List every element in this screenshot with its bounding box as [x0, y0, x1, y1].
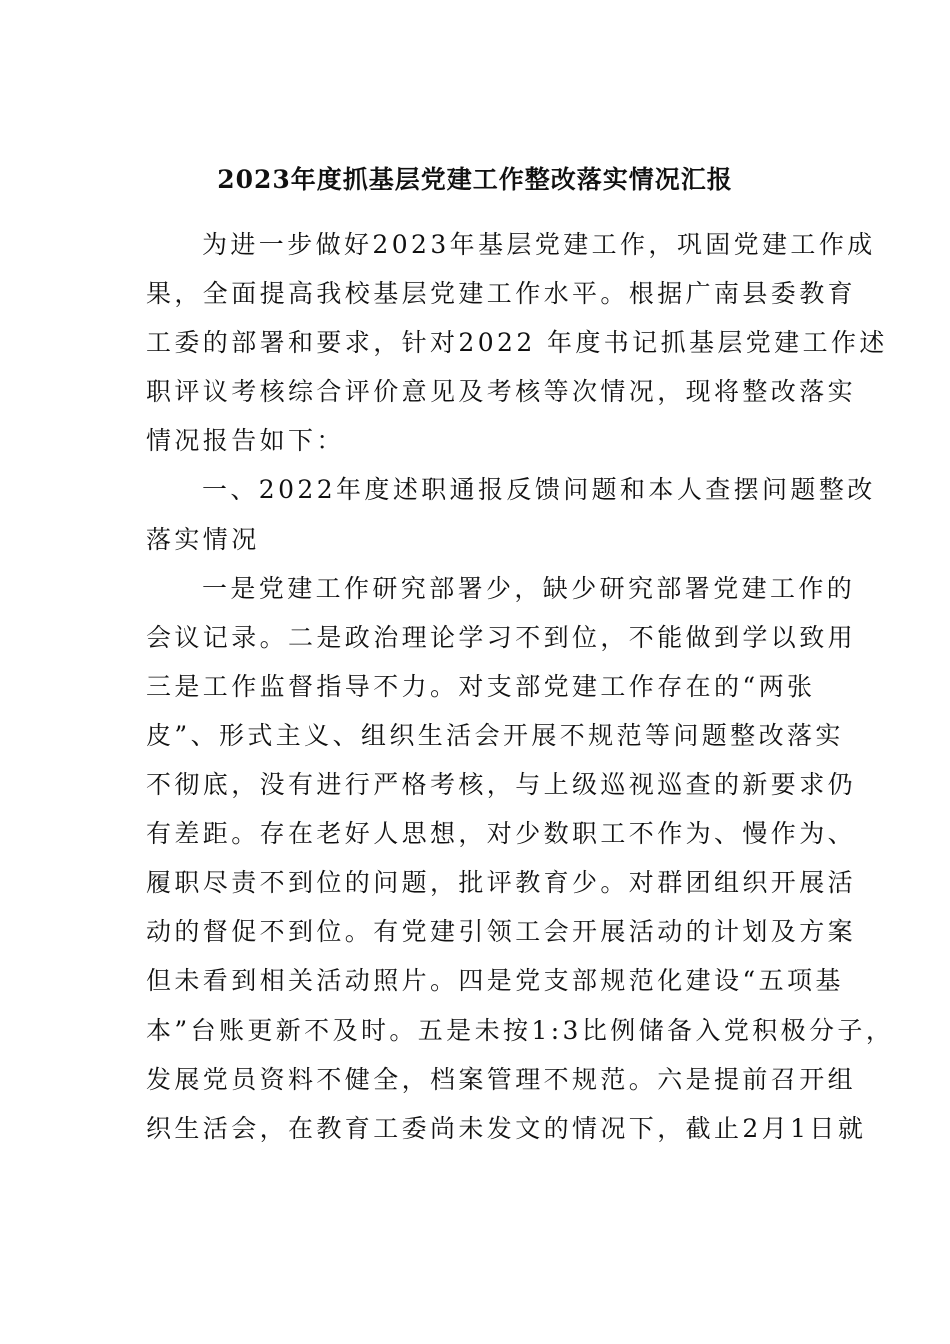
text-line: 但未看到相关活动照片。四是党支部规范化建设“五项基 — [146, 966, 844, 996]
text-line: 本”台账更新不及时。五是未按1:3比例储备入党积极分子， — [146, 1015, 895, 1045]
text-line: 一是党建工作研究部署少，缺少研究部署党建工作的 — [202, 573, 856, 603]
paragraph-section-heading — [146, 465, 876, 563]
text-line: 三是工作监督指导不力。对支部党建工作存在的“两张 — [146, 671, 816, 701]
text-line: 不彻底，没有进行严格考核，与上级巡视巡查的新要求仍 — [146, 770, 857, 800]
text-line: 情况报告如下： — [146, 426, 345, 456]
text-line: 皮”、形式主义、组织生活会开展不规范等问题整改落实 — [146, 720, 844, 750]
document-body — [146, 220, 895, 1153]
text-line: 一、2022年度述职通报反馈问题和本人查摆问题整改 — [202, 475, 876, 505]
text-line: 发展党员资料不健全，档案管理不规范。六是提前召开组 — [146, 1064, 857, 1094]
text-line: 工委的部署和要求，针对2022 年度书记抓基层党建工作述 — [146, 328, 888, 358]
text-line: 职评议考核综合评价意见及考核等次情况，现将整改落实 — [146, 377, 857, 407]
text-line: 会议记录。二是政治理论学习不到位，不能做到学以致用 — [146, 622, 857, 652]
text-line: 有差距。存在老好人思想，对少数职工不作为、慢作为、 — [146, 819, 857, 849]
text-line: 履职尽责不到位的问题，批评教育少。对群团组织开展活 — [146, 868, 857, 898]
paragraph-intro — [146, 220, 888, 465]
document-title: 2023年度抓基层党建工作整改落实情况汇报 — [217, 165, 733, 194]
paragraph-problems — [146, 564, 895, 1153]
text-line: 为进一步做好2023年基层党建工作，巩固党建工作成 — [202, 230, 876, 259]
text-line: 落实情况 — [146, 524, 260, 554]
text-line: 果，全面提高我校基层党建工作水平。根据广南县委教育 — [146, 279, 857, 309]
text-line: 织生活会，在教育工委尚未发文的情况下，截止2月1日就 — [146, 1113, 867, 1143]
text-line: 动的督促不到位。有党建引领工会开展活动的计划及方案 — [146, 917, 857, 947]
